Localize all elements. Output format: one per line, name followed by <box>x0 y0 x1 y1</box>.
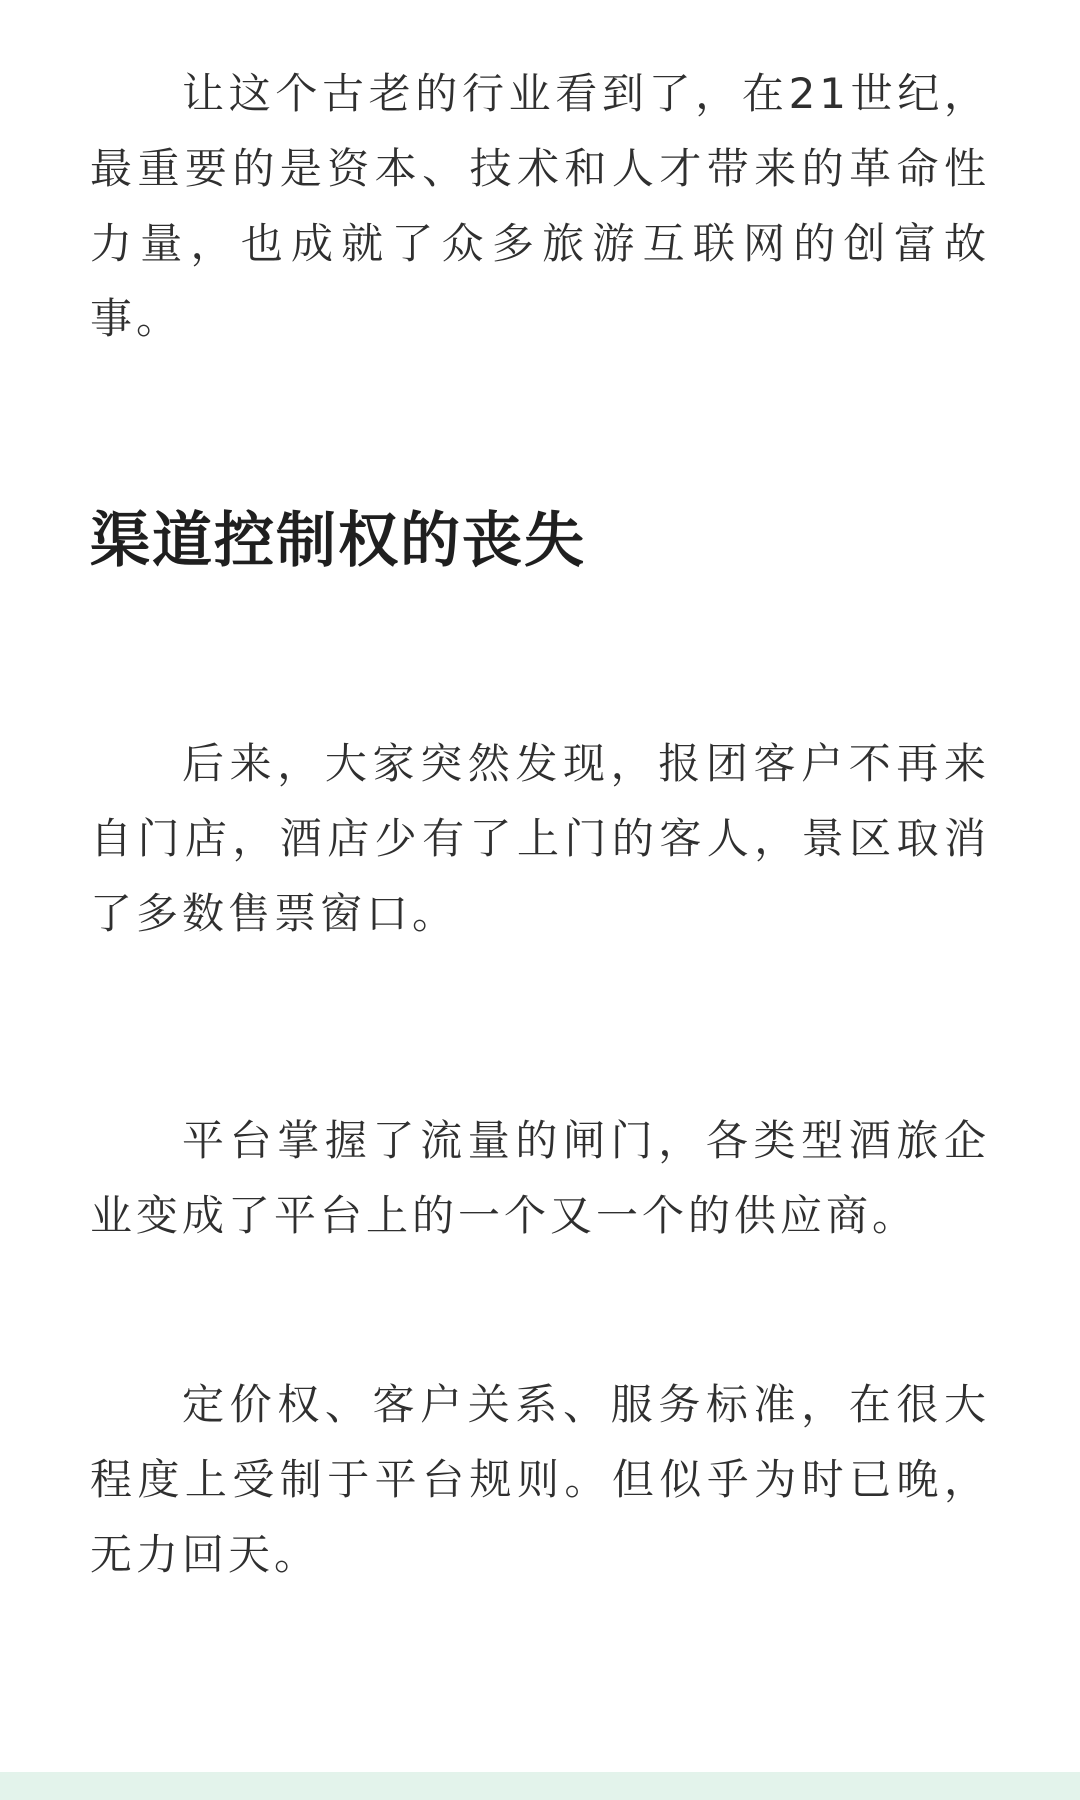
article-body <box>90 56 990 1592</box>
footer-decor-strip <box>0 1772 1080 1800</box>
section-heading: 渠道控制权的丧失 <box>90 506 586 576</box>
paragraph-channel-shift: 后来，大家突然发现，报团客户不再来自门店，酒店少有了上门的客人，景区取消了多数售票窗口。 <box>90 739 990 938</box>
paragraph-pricing-power: 定价权、客户关系、服务标准，在很大程度上受制于平台规则。但似乎为时已晚，无力回天。 <box>90 1380 990 1579</box>
paragraph-intro: 让这个古老的行业看到了，在21世纪，最重要的是资本、技术和人才带来的革命性力量，也成就了众多旅游互联网的创富故事。 <box>90 69 990 343</box>
paragraph-platform-traffic: 平台掌握了流量的闸门，各类型酒旅企业变成了平台上的一个又一个的供应商。 <box>90 1116 990 1240</box>
